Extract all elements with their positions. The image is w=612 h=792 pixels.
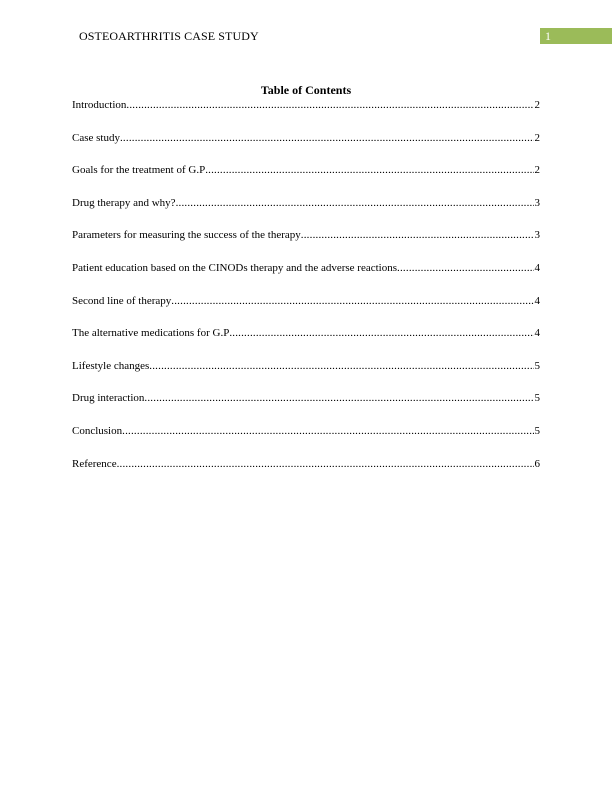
toc-entry-page: 4 [534,261,540,274]
toc-entry-page: 2 [534,131,540,144]
toc-entry-introduction[interactable] [72,98,540,112]
toc-entry-label: Conclusion [72,424,123,437]
table-of-contents [72,98,540,489]
toc-entry-page: 3 [534,229,540,242]
toc-dot-leader [149,359,533,373]
toc-entry-page: 2 [534,164,540,177]
toc-entry-label: The alternative medications for G.P [72,327,230,340]
toc-dot-leader [122,424,533,438]
toc-entry-page: 2 [534,99,540,111]
toc-dot-leader [301,228,534,242]
toc-entry-goals[interactable] [72,163,540,177]
toc-entry-label: Second line of therapy [72,294,172,307]
toc-entry-label: Parameters for measuring the success of the therapy [72,229,301,242]
toc-entry-label: Introduction [72,99,127,111]
toc-entry-page: 4 [534,327,540,340]
toc-dot-leader [171,294,533,308]
toc-entry-label: Goals for the treatment of G.P [72,164,206,177]
toc-entry-page: 3 [534,196,540,209]
toc-entry-case-study[interactable] [72,131,540,145]
toc-entry-second-line[interactable] [72,294,540,308]
toc-dot-leader [205,163,533,177]
toc-entry-lifestyle-changes[interactable] [72,359,540,373]
toc-entry-drug-therapy[interactable] [72,196,540,210]
toc-heading: Table of Contents [260,83,352,97]
toc-entry-alternative-medications[interactable] [72,326,540,340]
toc-entry-patient-education[interactable] [72,261,540,275]
toc-entry-reference[interactable] [72,457,540,471]
toc-dot-leader [144,391,533,405]
toc-entry-parameters[interactable] [72,228,540,242]
toc-entry-page: 5 [534,359,540,372]
toc-dot-leader [126,98,533,112]
toc-dot-leader [120,131,534,145]
toc-entry-label: Case study [72,131,120,144]
toc-dot-leader [397,261,533,275]
running-header-title: OSTEOARTHRITIS CASE STUDY [79,29,259,43]
toc-dot-leader [176,196,534,210]
page-number-badge: 1 [540,28,612,44]
toc-entry-label: Lifestyle changes [72,359,150,372]
toc-dot-leader [117,457,534,471]
toc-entry-label: Drug interaction [72,392,145,405]
toc-entry-label: Reference [72,457,117,470]
toc-entry-label: Patient education based on the CINODs therapy and the adverse reactions [72,261,398,274]
toc-entry-drug-interaction[interactable] [72,391,540,405]
toc-entry-conclusion[interactable] [72,424,540,438]
toc-entry-page: 4 [534,294,540,307]
toc-dot-leader [229,326,533,340]
toc-entry-label: Drug therapy and why? [72,196,176,209]
toc-entry-page: 5 [534,424,540,437]
toc-entry-page: 6 [534,457,540,470]
toc-entry-page: 5 [534,392,540,405]
